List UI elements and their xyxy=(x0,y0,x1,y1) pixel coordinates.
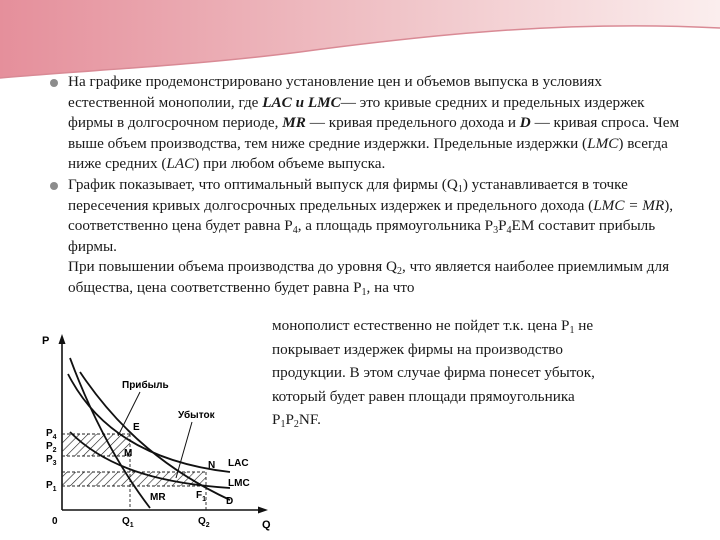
term-lmc: LMC xyxy=(307,93,341,111)
p2-label: $P_2$ xyxy=(46,441,57,454)
term-mr: MR xyxy=(282,114,306,132)
point-e-label: E xyxy=(133,422,140,433)
d-label: D xyxy=(226,496,234,507)
banner-wave xyxy=(0,0,720,78)
text: При повышении объема производства до уровня Q xyxy=(68,258,398,276)
text: P xyxy=(498,217,507,235)
subscript: 4 xyxy=(292,225,298,237)
term-lac: LAC xyxy=(262,93,292,111)
x-axis-arrow-icon xyxy=(258,507,268,514)
paragraph-1 xyxy=(68,72,688,175)
paragraph-2 xyxy=(68,175,688,299)
main-text xyxy=(68,72,688,299)
subscript: 1 xyxy=(457,183,463,195)
text: P xyxy=(272,411,281,428)
subscript: 2 xyxy=(397,266,403,278)
loss-pointer xyxy=(176,422,192,478)
p3-label: $P_3$ xyxy=(46,454,57,467)
profit-label: Прибыль xyxy=(122,380,169,391)
text: монополист естественно не пойдет т.к. цена P xyxy=(272,317,570,334)
text-line: продукции. В этом случае фирма понесет убыток, xyxy=(272,364,595,381)
text: — кривая предельного дохода и xyxy=(305,114,520,132)
text: — кривая спроса. Чем выше объем производства, тем ниже средние издержки. Предельные издержки ( xyxy=(68,114,680,152)
text: ) при любом объеме выпуска. xyxy=(194,155,386,173)
text: , а площадь прямоугольника P xyxy=(297,217,494,235)
lac-label: LAC xyxy=(228,458,249,469)
monopoly-graph xyxy=(30,322,280,537)
text: — это кривые средних и предельных издержек фирмы в долгосрочном периоде, xyxy=(68,93,645,132)
text-line xyxy=(272,408,692,432)
text: и xyxy=(291,93,308,111)
q1-label: $Q_1$ xyxy=(122,516,134,529)
subscript: 2 xyxy=(293,419,299,430)
term-lac: LAC xyxy=(166,155,195,173)
subscript: 1 xyxy=(280,419,286,430)
bullet-icon xyxy=(50,79,58,87)
title-banner xyxy=(0,0,720,80)
axis-p-label: P xyxy=(42,335,50,347)
p4-label: $P_4$ xyxy=(46,428,57,441)
subscript: 3 xyxy=(493,225,499,237)
text-line: покрывает издержек фирмы на производство xyxy=(272,340,563,358)
point-m-label: M xyxy=(124,448,133,459)
text: ), соответственно цена будет равна P xyxy=(68,196,674,235)
text: , на что xyxy=(366,278,415,296)
text-line xyxy=(272,314,692,338)
point-n-label: N xyxy=(208,460,216,471)
text: NF. xyxy=(298,411,321,428)
equation: LMC = MR xyxy=(593,196,665,214)
text: EM составит прибыль фирмы. xyxy=(68,217,656,255)
text: не xyxy=(574,317,594,334)
text: На графике продемонстрировано установление цен и объемов выпуска в условиях естественной монополии, где xyxy=(68,73,602,111)
p1-label: $P_1$ xyxy=(46,480,57,493)
term-lmc: LMC xyxy=(587,134,619,152)
subscript: 4 xyxy=(506,225,512,237)
origin-label: 0 xyxy=(52,516,58,527)
y-axis-arrow-icon xyxy=(59,334,66,344)
loss-label: Убыток xyxy=(178,410,215,421)
q2-label: $Q_2$ xyxy=(198,516,210,529)
lmc-label: LMC xyxy=(228,478,250,489)
text: , что является наиболее приемлимым для общества, цена соответственно будет равна P xyxy=(68,258,670,296)
text: ) устанавливается в точке пересечения кривых долгосрочных предельных издержек и предельного дохода ( xyxy=(68,175,628,214)
text: P xyxy=(285,411,294,428)
mr-label: MR xyxy=(150,492,166,503)
text: График показывает, что оптимальный выпуск для фирмы (Q xyxy=(68,175,458,193)
bullet-icon xyxy=(50,182,58,190)
subscript: 1 xyxy=(361,286,367,298)
axis-q-label: Q xyxy=(262,519,271,531)
term-d: D xyxy=(519,114,531,132)
text-line: который будет равен площади прямоугольника xyxy=(272,387,575,405)
right-text xyxy=(272,314,692,432)
text: ) всегда ниже средних ( xyxy=(68,134,668,173)
subscript: 1 xyxy=(569,325,575,336)
point-f-label: $F_1$ xyxy=(196,490,207,503)
